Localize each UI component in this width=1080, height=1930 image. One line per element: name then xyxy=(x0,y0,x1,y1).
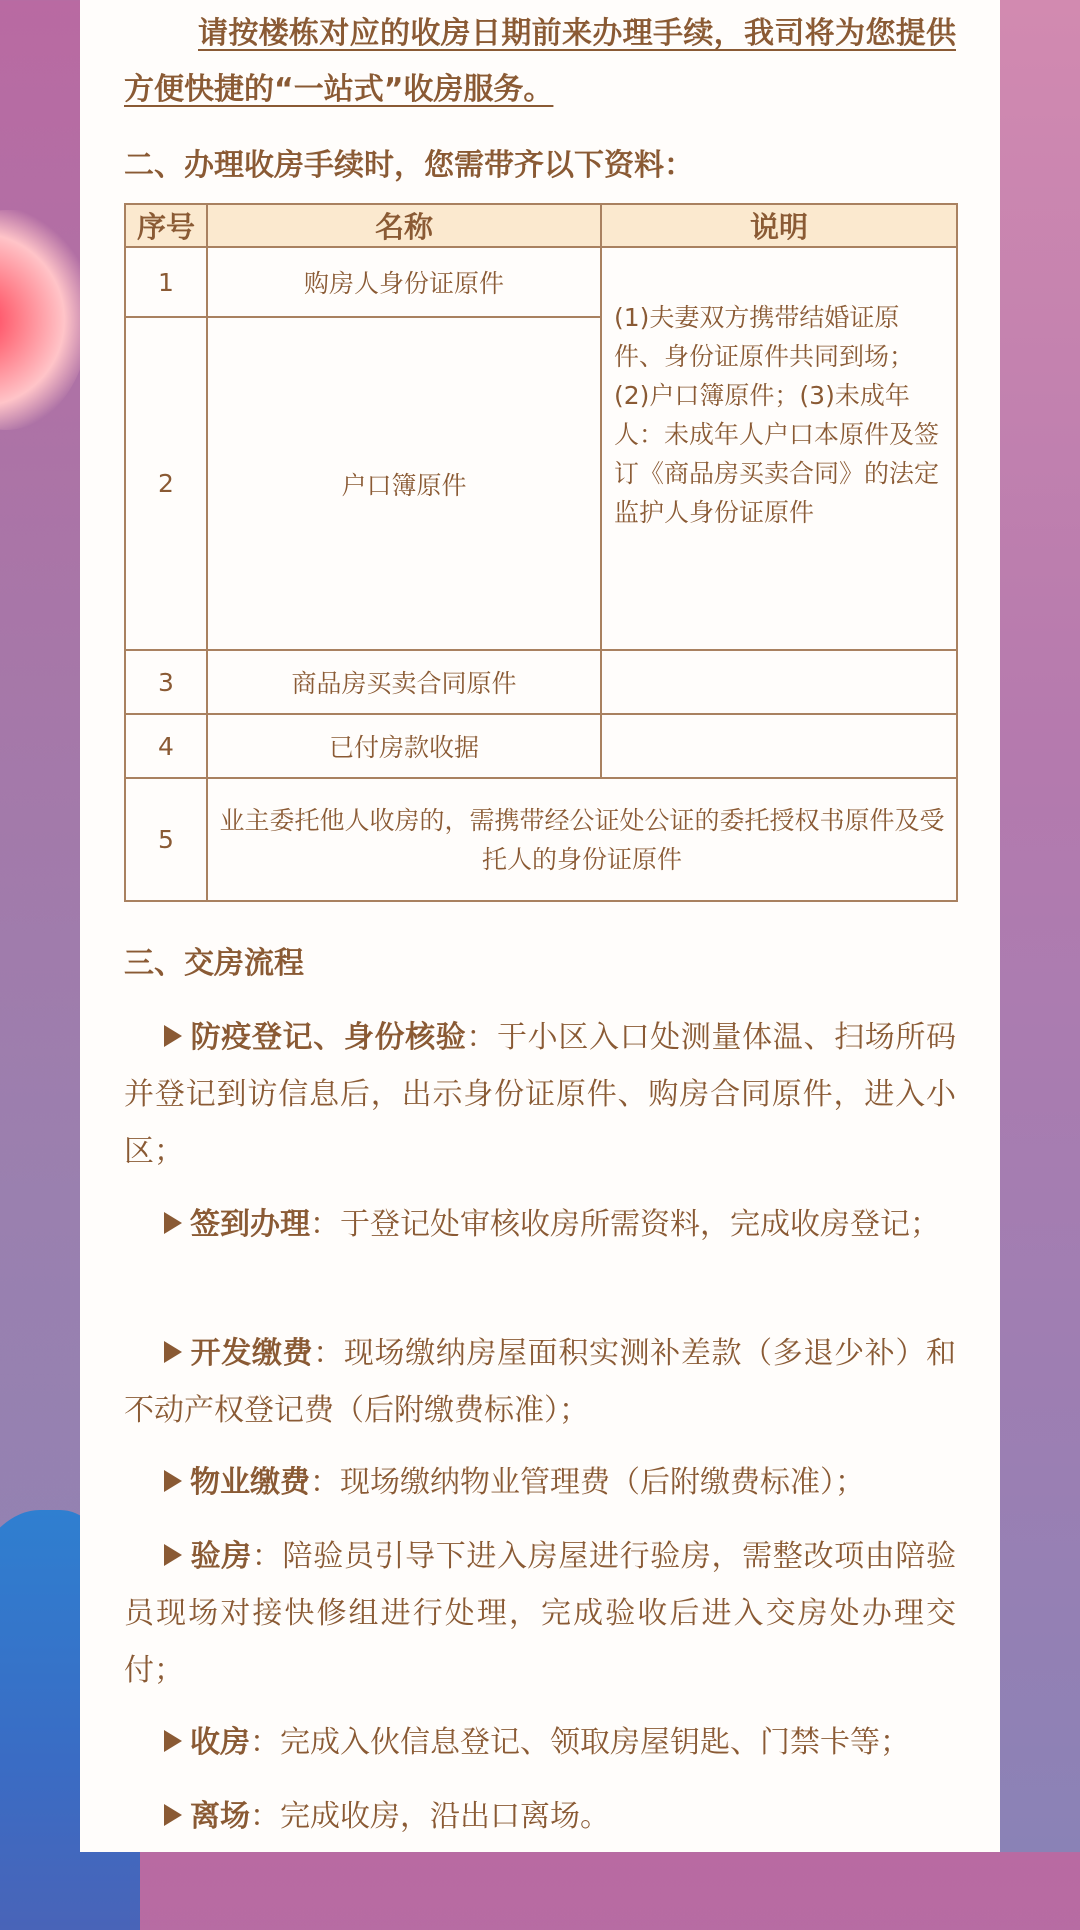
intro-paragraph: 请按楼栋对应的收房日期前来办理手续，我司将为您提供方便快捷的“一站式”收房服务。 xyxy=(124,16,956,107)
arrow-right-icon xyxy=(164,1804,182,1826)
row-note: (1)夫妻双方携带结婚证原件、身份证原件共同到场；(2)户口簿原件；(3)未成年人：未成年人户口本原件及签订《商品房买卖合同》的法定监护人身份证原件 xyxy=(601,247,957,650)
arrow-right-icon xyxy=(164,1730,182,1752)
process-step xyxy=(124,1714,956,1771)
row-name: 购房人身份证原件 xyxy=(207,247,601,317)
column-header-number: 序号 xyxy=(125,204,207,247)
row-name: 业主委托他人收房的，需携带经公证处公证的委托授权书原件及受托人的身份证原件 xyxy=(207,778,957,901)
documents-table xyxy=(124,203,958,902)
arrow-right-icon xyxy=(164,1544,182,1566)
table-row xyxy=(125,714,957,778)
step-title: 物业缴费 xyxy=(190,1465,310,1500)
table-row xyxy=(125,650,957,714)
step-text: ：现场缴纳房屋面积实测补差款（多退少补）和不动产权登记费（后附缴费标准）； xyxy=(124,1336,957,1428)
row-name: 商品房买卖合同原件 xyxy=(207,650,601,714)
step-title: 验房 xyxy=(190,1539,252,1574)
table-header-row xyxy=(125,204,957,247)
row-number: 2 xyxy=(125,317,207,650)
process-step xyxy=(124,1528,956,1699)
row-number: 1 xyxy=(125,247,207,317)
step-text: ：完成收房，沿出口离场。 xyxy=(250,1799,610,1834)
column-header-name: 名称 xyxy=(207,204,601,247)
column-header-note: 说明 xyxy=(601,204,957,247)
section3-heading: 三、交房流程 xyxy=(124,946,304,981)
step-text: ：于登记处审核收房所需资料，完成收房登记； xyxy=(310,1207,940,1242)
content-panel xyxy=(80,0,1000,1852)
row-note-empty xyxy=(601,714,957,778)
step-text: ：陪验员引导下进入房屋进行验房，需整改项由陪验员现场对接快修组进行处理，完成验收后进入交房处办理交付； xyxy=(124,1539,957,1688)
step-title: 收房 xyxy=(190,1725,250,1760)
process-step xyxy=(124,1325,956,1439)
step-title: 离场 xyxy=(190,1799,250,1834)
step-text: ：于小区入口处测量体温、扫场所码并登记到访信息后，出示身份证原件、购房合同原件，进入小区； xyxy=(124,1020,957,1169)
step-title: 签到办理 xyxy=(190,1207,310,1242)
step-title: 开发缴费 xyxy=(190,1336,314,1371)
arrow-right-icon xyxy=(164,1470,182,1492)
table-row xyxy=(125,247,957,317)
row-name: 户口簿原件 xyxy=(207,317,601,650)
step-text: ：完成入伙信息登记、领取房屋钥匙、门禁卡等； xyxy=(250,1725,910,1760)
row-number: 5 xyxy=(125,778,207,901)
arrow-right-icon xyxy=(164,1341,182,1363)
arrow-right-icon xyxy=(164,1212,182,1234)
arrow-right-icon xyxy=(164,1025,182,1047)
table-row xyxy=(125,778,957,901)
process-step xyxy=(124,1196,956,1253)
process-step xyxy=(124,1454,956,1511)
flower-decoration xyxy=(0,210,90,430)
row-number: 3 xyxy=(125,650,207,714)
process-step xyxy=(124,1788,956,1845)
row-number: 4 xyxy=(125,714,207,778)
step-text: ：现场缴纳物业管理费（后附缴费标准）； xyxy=(310,1465,865,1500)
background-right-band xyxy=(1000,0,1080,1852)
row-name: 已付房款收据 xyxy=(207,714,601,778)
section2-heading: 二、办理收房手续时，您需带齐以下资料： xyxy=(124,148,694,183)
step-title: 防疫登记、身份核验 xyxy=(190,1020,467,1055)
row-note-empty xyxy=(601,650,957,714)
process-step xyxy=(124,1009,956,1180)
